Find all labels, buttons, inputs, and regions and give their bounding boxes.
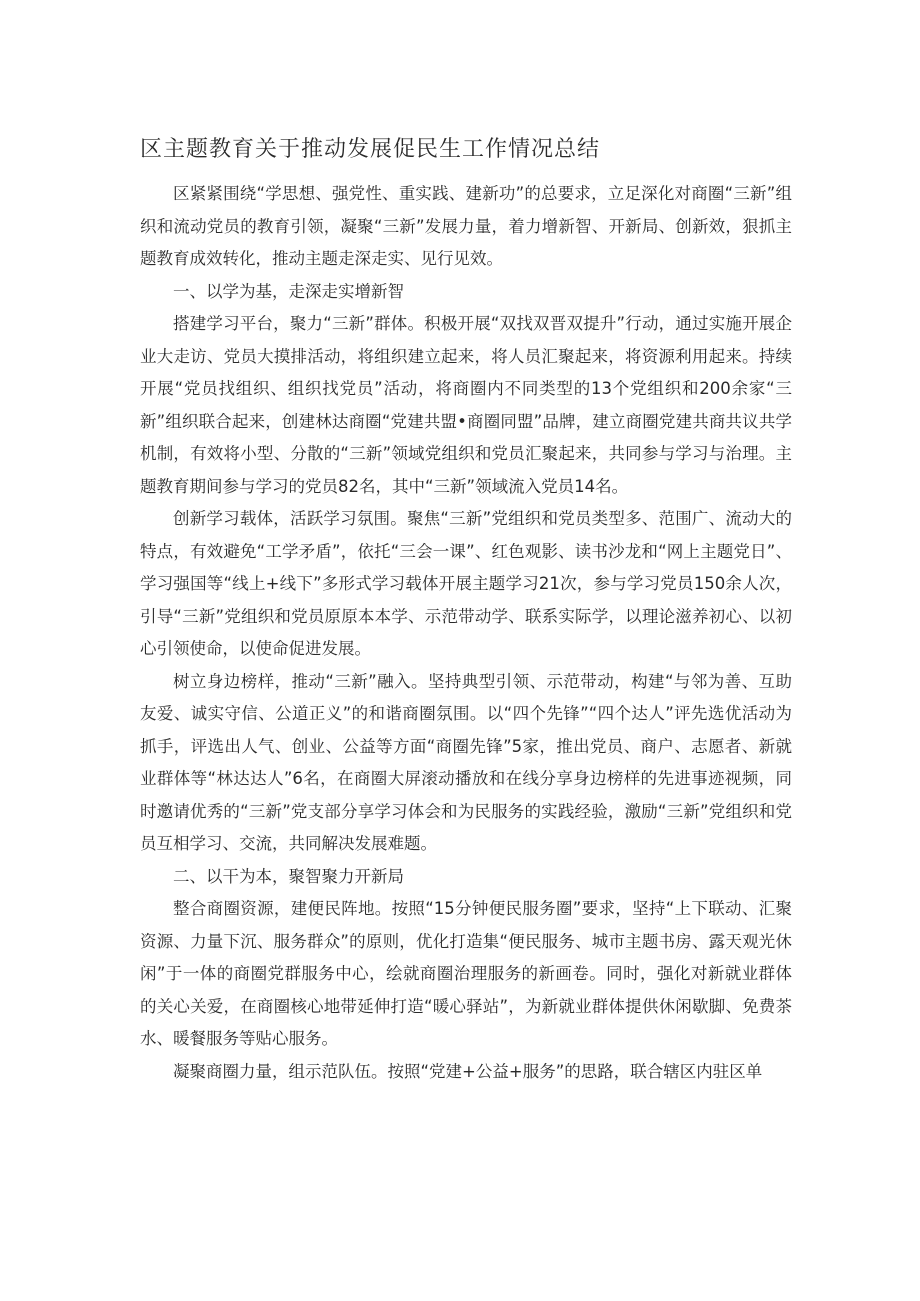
intro-paragraph: 区紧紧围绕“学思想、强党性、重实践、建新功”的总要求，立足深化对商圈“三新”组织和流动党员的教育引领，凝聚“三新”发展力量，着力增新智、开新局、创新效，狠抓主题教育成效转化，推动主题走深走实、见行见效。 — [140, 184, 792, 268]
body-paragraph: 创新学习载体，活跃学习氛围。聚焦“三新”党组织和党员类型多、范围广、流动大的特点，有效避免“工学矛盾”，依托“三会一课”、红色观影、读书沙龙和“网上主题党日”、学习强国等“线上+线下”多形式学习载体开展主题学习21次，参与学习党员150余人次，引导“三新”党组织和党员原原本本学、示范带动学、联系实际学，以理论滋养初心、以初心引领使命，以使命促进发展。 — [140, 509, 792, 658]
body-paragraph: 树立身边榜样，推动“三新”融入。坚持典型引领、示范带动，构建“与邻为善、互助友爱、诚实守信、公道正义”的和谐商圈氛围。以“四个先锋”“四个达人”评先选优活动为抓手，评选出人气、创业、公益等方面“商圈先锋”5家，推出党员、商户、志愿者、新就业群体等“林达达人”6名，在商圈大屏滚动播放和在线分享身边榜样的先进事迹视频，同时邀请优秀的“三新”党支部分享学习体会和为民服务的实践经验，激励“三新”党组织和党员互相学习、交流，共同解决发展难题。 — [140, 671, 792, 853]
document-body — [140, 178, 792, 1088]
section-heading-1: 一、以学为基，走深走实增新智 — [173, 281, 404, 301]
body-paragraph: 整合商圈资源，建便民阵地。按照“15分钟便民服务圈”要求，坚持“上下联动、汇聚资源、力量下沉、服务群众”的原则，优化打造集“便民服务、城市主题书房、露天观光休闲”于一体的商圈党群服务中心，绘就商圈治理服务的新画卷。同时，强化对新就业群体的关心关爱，在商圈核心地带延伸打造“暖心驿站”，为新就业群体提供休闲歇脚、免费茶水、暖餐服务等贴心服务。 — [140, 899, 792, 1048]
document-title: 区主题教育关于推动发展促民生工作情况总结 — [140, 137, 601, 162]
body-paragraph: 凝聚商圈力量，组示范队伍。按照“党建+公益+服务”的思路，联合辖区内驻区单 — [173, 1061, 763, 1081]
section-heading-2: 二、以干为本，聚智聚力开新局 — [173, 866, 404, 886]
body-paragraph: 搭建学习平台，聚力“三新”群体。积极开展“双找双晋双提升”行动，通过实施开展企业大走访、党员大摸排活动，将组织建立起来，将人员汇聚起来，将资源利用起来。持续开展“党员找组织、组织找党员”活动，将商圈内不同类型的13个党组织和200余家“三新”组织联合起来，创建林达商圈“党建共盟•商圈同盟”品牌，建立商圈党建共商共议共学机制，有效将小型、分散的“三新”领域党组织和党员汇聚起来，共同参与学习与治理。主题教育期间参与学习的党员82名，其中“三新”领域流入党员14名。 — [140, 314, 792, 496]
